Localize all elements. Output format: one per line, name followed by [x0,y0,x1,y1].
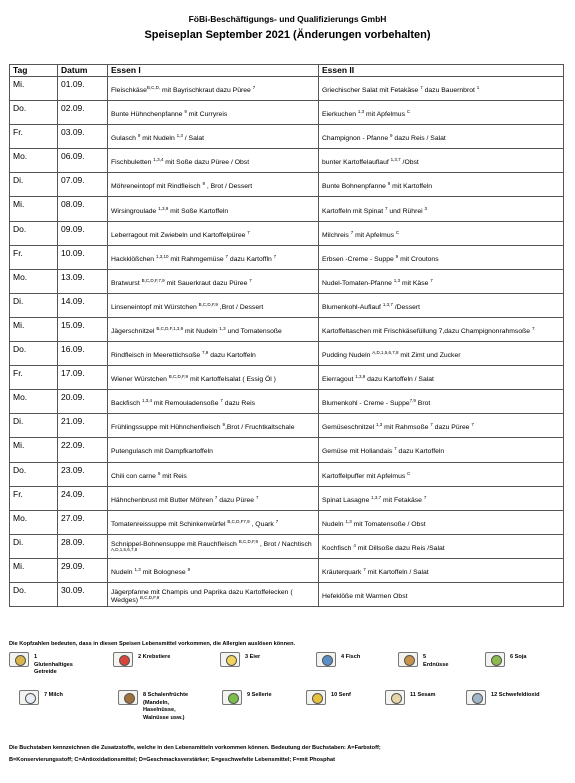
date-cell: 03.09. [58,125,108,149]
meal-2-cell: Kartoffelpuffer mit Apfelmus $^C$ [319,462,564,486]
day-cell: Fr. [10,245,58,269]
day-cell: Di. [10,534,58,558]
date-cell: 20.09. [58,390,108,414]
meal-1-cell: Wirsingroulade $^{1,3,9}$ mit Soße Kartoffeln [108,197,319,221]
date-cell: 10.09. [58,245,108,269]
date-cell: 21.09. [58,414,108,438]
meal-1-cell: Jägerschnitzel $^{B,C,D,F,1,3,9}$ mit Nudeln $^{1,3}$ und Tomatensoße [108,317,319,341]
day-cell: Mo. [10,269,58,293]
table-row [10,390,564,414]
table-row [10,149,564,173]
allergen-label: 3 Eier [245,654,261,660]
table-row [10,558,564,582]
meal-2-cell: Gemüse mit Hollandais $^7$ dazu Kartoffeln [319,438,564,462]
table-row [10,125,564,149]
day-cell: Mo. [10,149,58,173]
date-cell: 07.09. [58,173,108,197]
allergen-item [220,652,263,667]
meal-1-cell: Nudeln $^{1,3}$ mit Bolognese $^9$ [108,558,319,582]
egg-icon [220,652,240,667]
day-cell: Mi. [10,317,58,341]
crab-icon [113,652,133,667]
sesame-icon [385,690,405,705]
meal-1-cell: Tomatenreissuppe mit Schinkenwürfel $^{B,C,D,F7,9}$ , Quark $^7$ [108,510,319,534]
table-row [10,462,564,486]
allergen-label: 8 Schalenfrüchte (Mandeln, Haselnüsse, Walnüsse usw.) [143,692,189,721]
meal-1-cell: Frühlingssuppe mit Hühnchenfleisch $^9$,Brot / Fruchtkaltschale [108,414,319,438]
allergen-item [398,652,451,669]
date-cell: 28.09. [58,534,108,558]
menu-table [9,64,564,607]
day-cell: Di. [10,173,58,197]
date-cell: 17.09. [58,366,108,390]
soy-icon [485,652,505,667]
allergen-label: 12 Schwefeldioxid [491,692,540,698]
page-title: Speiseplan September 2021 (Änderungen vorbehalten) [144,29,431,41]
table-row [10,173,564,197]
wheat-icon [9,652,29,667]
allergen-item [466,690,551,705]
day-cell: Mi. [10,197,58,221]
date-cell: 09.09. [58,221,108,245]
allergen-item [9,652,73,677]
allergen-item [113,652,178,667]
allergen-item [306,690,359,705]
meal-2-cell: Kochfisch $^4$ mit Dillsoße dazu Reis /Salat [319,534,564,558]
table-row [10,510,564,534]
meal-1-cell: Jägerpfanne mit Champis und Paprika dazu Kartoffelecken ( Wedges) $^{B,C,D,F,9}$ [108,582,319,606]
nut-icon [118,690,138,705]
date-cell: 16.09. [58,342,108,366]
fish-icon [316,652,336,667]
date-cell: 06.09. [58,149,108,173]
meal-2-cell: Milchreis $^7$ mit Apfelmus $^C$ [319,221,564,245]
table-row [10,221,564,245]
table-row [10,245,564,269]
meal-2-cell: Eierragout $^{1,3,9}$ dazu Kartoffeln / Salat [319,366,564,390]
allergen-label: 7 Milch [44,692,63,698]
additive-note-line-1: Die Buchstaben kennzeichnen die Zusatzstoffe, welche in den Lebensmitteln vorkommen können. Bedeutung der Buchstaben: A=Farbstoff; [9,745,381,751]
meal-2-cell: Eierkuchen $^{1,3}$ mit Apfelmus $^C$ [319,101,564,125]
meal-2-cell: Champignon - Pfanne $^9$ dazu Reis / Salat [319,125,564,149]
meal-1-cell: Chili con carne $^9$ mit Reis [108,462,319,486]
allergen-label: 5 Erdnüsse [423,654,449,668]
date-cell: 23.09. [58,462,108,486]
milk-icon [19,690,39,705]
column-header-meal-1: Essen I [108,65,319,77]
meal-1-cell: Gulasch $^9$ mit Nudeln $^{1,3}$ / Salat [108,125,319,149]
meal-2-cell: Kräuterquark $^7$ mit Kartoffeln / Salat [319,558,564,582]
table-row [10,197,564,221]
meal-1-cell: Möhreneintopf mit Rindfleisch $^9$ , Brot / Dessert [108,173,319,197]
date-cell: 14.09. [58,293,108,317]
day-cell: Mi. [10,558,58,582]
meal-2-cell: Hefeklöße mit Warmen Obst [319,582,564,606]
allergen-item [222,690,277,705]
allergen-label: 9 Sellerie [247,692,272,698]
date-cell: 01.09. [58,77,108,101]
meal-1-cell: Fischbuletten $^{1,3,4}$ mit Soße dazu Püree / Obst [108,149,319,173]
date-cell: 30.09. [58,582,108,606]
date-cell: 27.09. [58,510,108,534]
table-row [10,366,564,390]
allergen-label: 11 Sesam [410,692,436,698]
allergen-label: 1 Glutenhaltiges Getreide [34,654,73,675]
table-row [10,77,564,101]
meal-2-cell: Blumenkohl - Creme - Suppe$^{7,9}$ Brot [319,390,564,414]
allergen-item [19,690,68,705]
allergen-label: 2 Krebstiere [138,654,171,660]
meal-2-cell: Spinat Lasagne $^{1,3,7}$ mit Fetakäse $^7$ [319,486,564,510]
menu-table-body [10,77,564,607]
table-row [10,293,564,317]
meal-1-cell: Linseneintopf mit Würstchen $^{B,C,D,F,9}$ ,Brot / Dessert [108,293,319,317]
date-cell: 15.09. [58,317,108,341]
additive-note-line-2: B=Konservierungsstoff; C=Antioxidationsmittel; D=Geschmacksverstärker; E=geschwefelte Lebensmittel; F=mit Phosphat [9,757,335,763]
mustard-icon [306,690,326,705]
day-cell: Mi. [10,77,58,101]
peanut-icon [398,652,418,667]
date-cell: 22.09. [58,438,108,462]
day-cell: Do. [10,342,58,366]
allergen-item [485,652,532,667]
meal-2-cell: Gemüseschnitzel $^{1,3}$ mit Rahmsoße $^7$ dazu Püree $^7$ [319,414,564,438]
meal-1-cell: Backfisch $^{1,3,4}$ mit Remouladensoße $^7$ dazu Reis [108,390,319,414]
day-cell: Do. [10,221,58,245]
meal-1-cell: Hähnchenbrust mit Butter Möhren $^7$ dazu Püree $^7$ [108,486,319,510]
meal-2-cell: Griechischer Salat mit Fetakäse $^7$ dazu Bauernbrot $^1$ [319,77,564,101]
meal-1-cell: Putengulasch mit Dampfkartoffeln [108,438,319,462]
meal-2-cell: Nudeln $^{1,3}$ mit Tomatensoße / Obst [319,510,564,534]
allergen-item [118,690,201,722]
celery-icon [222,690,242,705]
sulphite-icon [466,690,486,705]
day-cell: Mi. [10,438,58,462]
meal-2-cell: Blumenkohl-Auflauf $^{1,3,7}$ /Dessert [319,293,564,317]
allergen-item [385,690,438,705]
table-row [10,582,564,606]
table-row [10,534,564,558]
day-cell: Do. [10,101,58,125]
meal-1-cell: Hackklößchen $^{1,3,10}$ mit Rahmgemüse $^7$ dazu Kartoffln $^7$ [108,245,319,269]
day-cell: Fr. [10,366,58,390]
table-row [10,101,564,125]
meal-1-cell: Fleischkäse$^{B,C,D,}$ mit Bayrischkraut dazu Püree $^7$ [108,77,319,101]
table-header-row [10,65,564,77]
day-cell: Fr. [10,486,58,510]
day-cell: Do. [10,582,58,606]
company-name: FöBi-Beschäftigungs- und Qualifizierungs GmbH [188,14,387,24]
day-cell: Di. [10,293,58,317]
meal-2-cell: Kartoffeln mit Spinat $^7$ und Rührei $^3$ [319,197,564,221]
meal-1-cell: Bunte Hühnchenpfanne $^9$ mit Curryreis [108,101,319,125]
meal-1-cell: Leberragout mit Zwiebeln und Kartoffelpüree $^7$ [108,221,319,245]
date-cell: 13.09. [58,269,108,293]
meal-2-cell: Kartoffeltaschen mit Frischkäsefüllung 7,dazu Champignonrahmsoße $^7$ [319,317,564,341]
meal-2-cell: Nudel-Tomaten-Pfanne $^{1,3}$ mit Käse $^7$ [319,269,564,293]
meal-1-cell: Rindfleisch in Meerettichsoße $^{7,9}$ dazu Kartoffeln [108,342,319,366]
meal-2-cell: Pudding Nudeln $^{A,D,1,5,6,7,8}$ mit Zimt und Zucker [319,342,564,366]
allergen-legend-intro: Die Kopfzahlen bedeuten, dass in diesen Speisen Lebensmittel vorkommen, die Allergien auslösen können. [9,641,296,647]
date-cell: 24.09. [58,486,108,510]
column-header-day: Tag [10,65,58,77]
meal-1-cell: Schnippel-Bohnensuppe mit Rauchfleisch $^{B,C,D,F,9}$ , Brot / Nachtisch $^{A,D,1,5,6,7,8}$ [108,534,319,558]
day-cell: Fr. [10,125,58,149]
table-row [10,414,564,438]
table-row [10,342,564,366]
day-cell: Do. [10,462,58,486]
date-cell: 29.09. [58,558,108,582]
table-row [10,269,564,293]
allergen-label: 10 Senf [331,692,351,698]
column-header-date: Datum [58,65,108,77]
column-header-meal-2: Essen II [319,65,564,77]
meal-2-cell: Bunte Bohnenpfanne $^9$ mit Kartoffeln [319,173,564,197]
meal-1-cell: Wiener Würstchen $^{B,C,D,F,9}$ mit Kartoffelsalat ( Essig Öl ) [108,366,319,390]
meal-2-cell: Erbsen -Creme - Suppe $^9$ mit Croutons [319,245,564,269]
allergen-item [316,652,361,667]
table-row [10,317,564,341]
day-cell: Di. [10,414,58,438]
date-cell: 02.09. [58,101,108,125]
meal-1-cell: Bratwurst $^{B,C,D,F,7,9}$ mit Sauerkraut dazu Püree $^7$ [108,269,319,293]
day-cell: Mo. [10,390,58,414]
allergen-label: 4 Fisch [341,654,361,660]
meal-2-cell: bunter Kartoffelauflauf $^{1,3,7}$ /Obst [319,149,564,173]
day-cell: Mo. [10,510,58,534]
table-row [10,438,564,462]
allergen-label: 6 Soja [510,654,527,660]
table-row [10,486,564,510]
date-cell: 08.09. [58,197,108,221]
